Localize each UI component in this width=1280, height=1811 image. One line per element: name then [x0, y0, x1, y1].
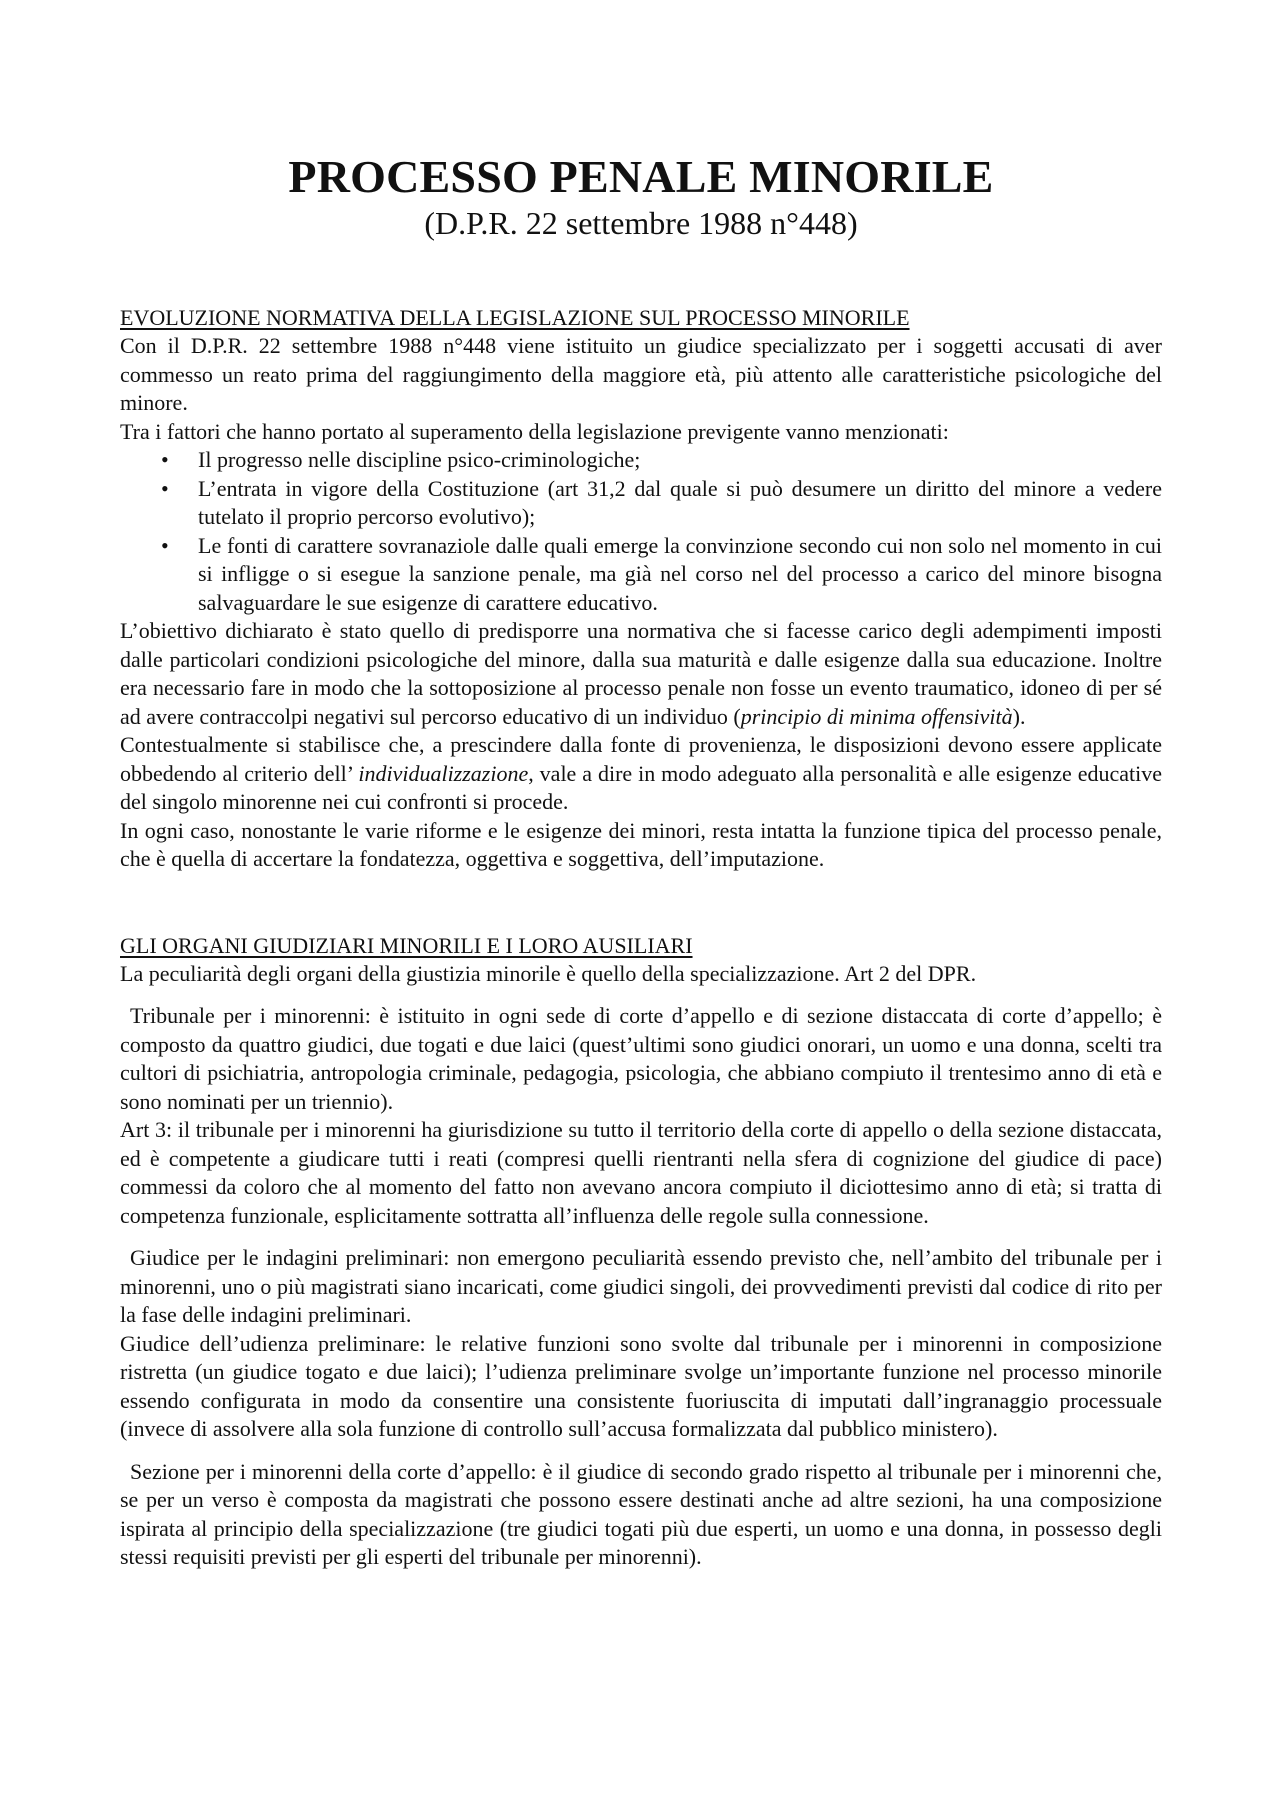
- paragraph: Con il D.P.R. 22 settembre 1988 n°448 viene istituito un giudice specializzato per i soggetti accusati di aver commesso un reato prima del raggiungimento della maggiore età, più attento alle caratteristiche psicologiche del minore.: [120, 333, 1162, 415]
- spacer: [120, 874, 1162, 932]
- spacer: [120, 1444, 1162, 1458]
- paragraph: Art 3: il tribunale per i minorenni ha giurisdizione su tutto il territorio della corte di appello o della sezione distaccata, ed è competente a giudicare tutti i reati (compresi quelli rientranti nella sfera di cognizione del giudice di pace) commessi da coloro che al momento del fatto non avevano ancora compiuto il diciottesimo anno di età; si tratta di competenza funzionale, esplicitamente sottratta all’influenza delle regole sulla connessione.: [120, 1117, 1162, 1228]
- paragraph: In ogni caso, nonostante le varie riforme e le esigenze dei minori, resta intatta la funzione tipica del processo penale, che è quella di accertare la fondatezza, oggettiva e soggettiva, dell’imputazione.: [120, 817, 1162, 871]
- bullet-icon: •: [161, 475, 169, 501]
- paragraph: Giudice per le indagini preliminari: non emergono peculiarità essendo previsto che, nell’ambito del tribunale per i minorenni, uno o più magistrati siano incaricati, come giudici singoli, dei provvedimenti previsti dal codice di rito per la fase delle indagini preliminari.: [120, 1245, 1162, 1327]
- bullet-list: [120, 446, 1162, 617]
- list-item-text: Il progresso nelle discipline psico-criminologiche;: [198, 447, 641, 472]
- document-title: PROCESSO PENALE MINORILE: [288, 151, 994, 202]
- spacer: [120, 1230, 1162, 1244]
- document-page: [120, 0, 1162, 1572]
- paragraph: Sezione per i minorenni della corte d’appello: è il giudice di secondo grado rispetto al tribunale per i minorenni che, se per un verso è composta da magistrati che possono essere destinati anche ad altre sezioni, ha una composizione ispirata al principio della specializzazione (tre giudici togati più due esperti, un uomo e una donna, in possesso degli stessi requisiti previsti per gli esperti del tribunale per minorenni).: [120, 1458, 1162, 1569]
- section-organi-giudiziari: [120, 932, 1162, 1572]
- emphasis-term: individualizzazione: [358, 760, 529, 786]
- list-item: [161, 475, 1162, 532]
- section-heading-evoluzione: EVOLUZIONE NORMATIVA DELLA LEGISLAZIONE SUL PROCESSO MINORILE: [120, 305, 910, 330]
- section-heading-organi: GLI ORGANI GIUDIZIARI MINORILI E I LORO AUSILIARI: [120, 932, 693, 958]
- paragraph: Giudice dell’udienza preliminare: le relative funzioni sono svolte dal tribunale per i minorenni in composizione ristretta (un giudice togato e due laici); l’udienza preliminare svolge un’importante funzione nel processo minorile essendo configurata in modo da consentire una consistente fuoriuscita di imputati dall’ingranaggio processuale (invece di assolvere alla sola funzione di controllo sull’accusa formalizzata dal pubblico ministero).: [120, 1330, 1162, 1441]
- list-item-text: Le fonti di carattere sovranaziole dalle quali emerge la convinzione secondo cui non solo nel momento in cui si infligge o si esegue la sanzione penale, ma già nel corso nel del processo a carico del minore bisogna salvaguardare le sue esigenze di carattere educativo.: [198, 532, 1162, 615]
- spacer: [120, 242, 1162, 304]
- paragraph-text: Contestualmente si stabilisce che, a prescindere dalla fonte di provenienza, le disposizioni devono essere applicate obbedendo al criterio dell’: [120, 732, 1162, 786]
- paragraph-text: , vale a dire in modo adeguato alla personalità e alle esigenze educative del singolo minorenne nei cui confronti si procede.: [120, 760, 1163, 814]
- paragraph: La peculiarità degli organi della giustizia minorile è quello della specializzazione. Art 2 del DPR.: [120, 960, 977, 986]
- list-item: [161, 532, 1162, 618]
- paragraph: Tribunale per i minorenni: è istituito in ogni sede di corte d’appello e di sezione distaccata di corte d’appello; è composto da quattro giudici, due togati e due laici (quest’ultimi sono giudici onorari, un uomo e una donna, scelti tra cultori di psichiatria, antropologia criminale, pedagogia, psicologia, che abbiano compiuto il trentesimo anno di età e sono nominati per un triennio).: [120, 1003, 1162, 1114]
- section-evoluzione-normativa: [120, 304, 1162, 874]
- bullet-icon: •: [161, 447, 169, 472]
- list-item-text: L’entrata in vigore della Costituzione (art 31,2 dal quale si può desumere un diritto del minore a vedere tutelato il proprio percorso evolutivo);: [198, 475, 1162, 529]
- paragraph-text: ).: [1012, 703, 1026, 729]
- paragraph-text: L’obiettivo dichiarato è stato quello di predisporre una normativa che si facesse carico degli adempimenti imposti dalle particolari condizioni psicologiche del minore, dalla sua maturità e dalle esigenze dalla sua educazione. Inoltre era necessario fare in modo che la sottoposizione al processo penale non fosse un evento traumatico, idoneo di per sé ad avere contraccolpi negativi sul percorso educativo di un individuo (: [120, 618, 1162, 729]
- document-subtitle: (D.P.R. 22 settembre 1988 n°448): [424, 205, 858, 241]
- emphasis-term: principio di minima offensività: [740, 703, 1013, 729]
- paragraph: [120, 617, 1162, 731]
- paragraph: [120, 731, 1162, 817]
- bullet-icon: •: [161, 532, 169, 558]
- paragraph: Tra i fattori che hanno portato al superamento della legislazione previgente vanno menzionati:: [120, 418, 949, 444]
- spacer: [120, 988, 1162, 1002]
- list-item: [161, 446, 1162, 475]
